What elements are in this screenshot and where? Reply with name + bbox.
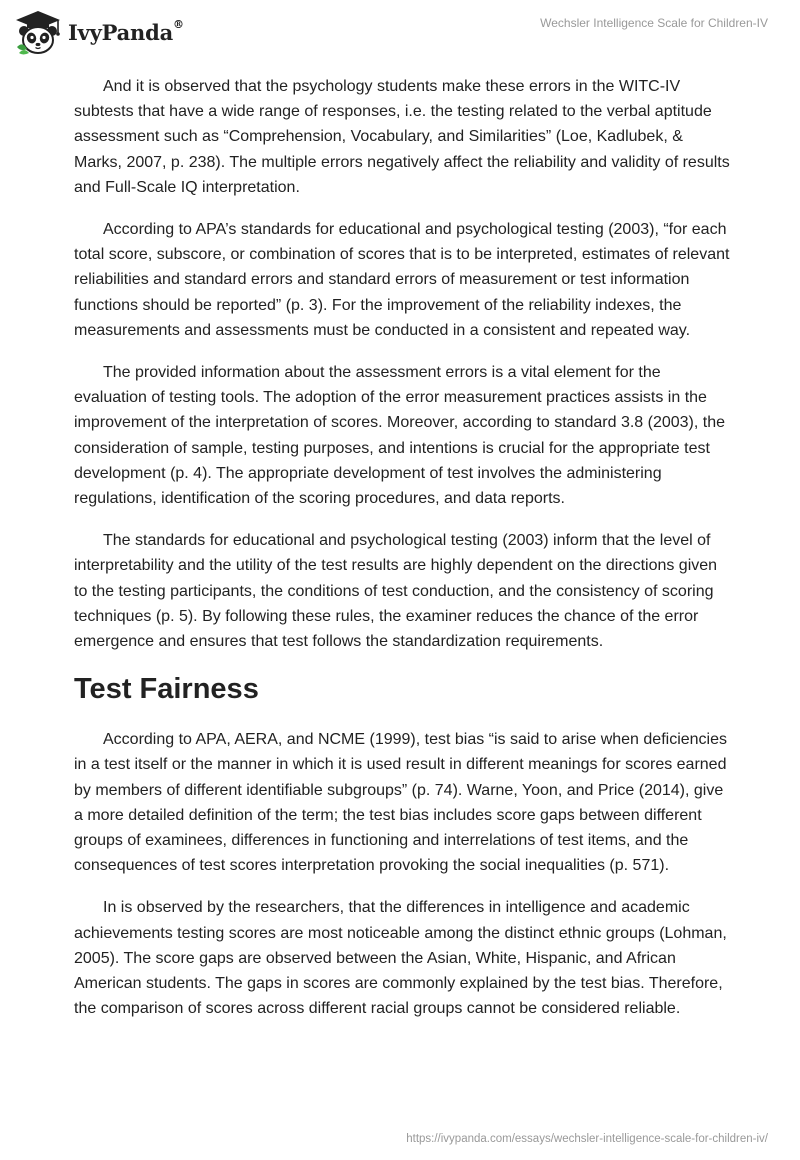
section-heading: Test Fairness xyxy=(74,673,259,706)
running-title: Wechsler Intelligence Scale for Children-IV xyxy=(540,16,768,30)
logo-wordmark: IvyPanda xyxy=(68,19,174,45)
logo[interactable] xyxy=(14,9,184,55)
paragraph: And it is observed that the psychology students make these errors in the WITC-IV subtests that have a wide range of responses, i.e. the testing related to the verbal aptitude assessment such as “Comprehension, Vocabulary, and Similarities” (Loe, Kadlubek, & Marks, 2007, p. 238). The multiple errors negatively affect the reliability and validity of results and Full-Scale IQ interpretation. xyxy=(74,78,730,196)
paragraph: According to APA, AERA, and NCME (1999), test bias “is said to arise when deficiencies in a test itself or the manner in which it is used result in different meanings for scores earned by members of different identifiable subgroups” (p. 74). Warne, Yoon, and Price (2014), give a more detailed definition of the term; the test bias includes score gaps between different groups of examinees, differences in functioning and interrelations of test items, and the consequences of test scores interpretation provoking the social inequalities (p. 571). xyxy=(74,731,727,875)
essay-content xyxy=(74,74,734,1039)
page-header xyxy=(0,0,800,66)
paragraph: According to APA’s standards for educational and psychological testing (2003), “for each total score, subscore, or combination of scores that is to be interpreted, estimates of relevant reliabilities and standard errors and standard errors of measurement or test information functions should be reported” (p. 3). For the improvement of the reliability indexes, the measurements and assessments must be conducted in a consistent and repeated way. xyxy=(74,221,730,339)
registered-mark: ® xyxy=(173,17,184,31)
source-url[interactable]: https://ivypanda.com/essays/wechsler-intelligence-scale-for-children-iv/ xyxy=(406,1133,768,1145)
paragraph: In is observed by the researchers, that the differences in intelligence and academic achievements testing scores are most noticeable among the distinct ethnic groups (Lohman, 2005). The score gaps are observed between the Asian, White, Hispanic, and African American students. The gaps in scores are commonly explained by the test bias. Therefore, the comparison of scores across different racial groups cannot be considered reliable. xyxy=(74,899,727,1018)
paragraph: The provided information about the assessment errors is a vital element for the evaluation of testing tools. The adoption of the error measurement practices assists in the improvement of the interpretation of scores. Moreover, according to standard 3.8 (2003), the consideration of sample, testing purposes, and intentions is crucial for the appropriate test development (p. 4). The appropriate development of test involves the administering regulations, identification of the scoring procedures, and data reports. xyxy=(74,364,726,508)
logo-text xyxy=(68,17,184,45)
paragraph: The standards for educational and psychological testing (2003) inform that the level of interpretability and the utility of the test results are highly dependent on the directions given to the testing participants, the conditions of test conduction, and the consistency of scoring techniques (p. 5). By following these rules, the examiner reduces the chance of the error emergence and ensures that test follows the standardization requirements. xyxy=(74,532,718,651)
panda-logo-icon xyxy=(14,9,62,55)
